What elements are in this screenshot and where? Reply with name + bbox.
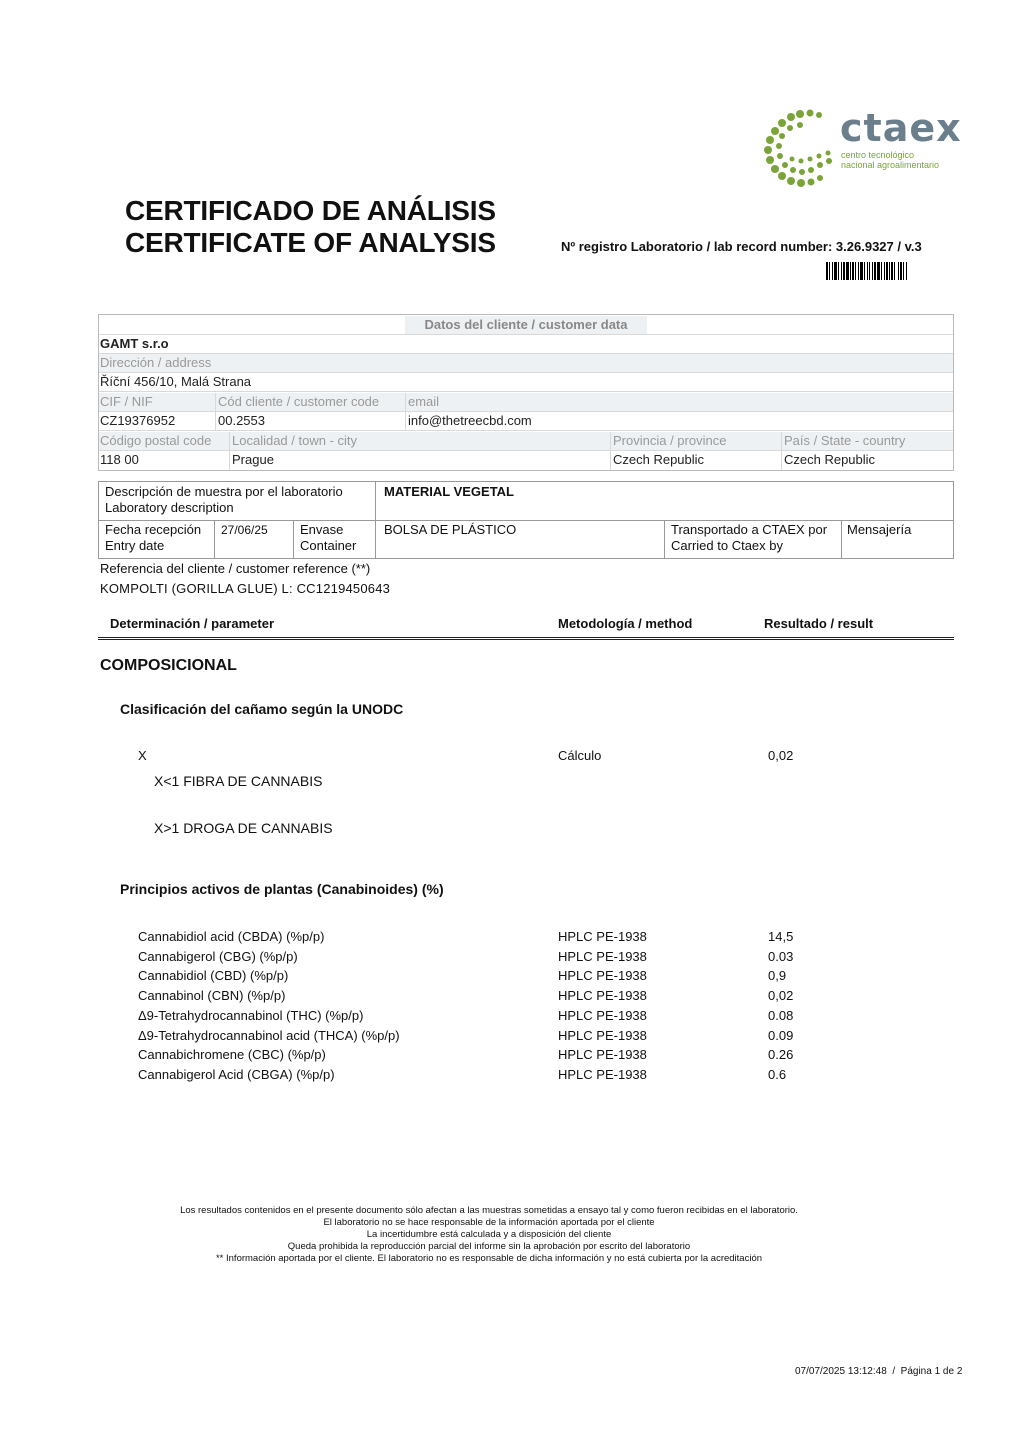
cannabinoid-name: Cannabigerol Acid (CBGA) (%p/p) xyxy=(138,1066,335,1082)
column-parameter: Determinación / parameter xyxy=(110,616,275,631)
column-method: Metodología / method xyxy=(558,616,693,631)
unodc-x-result: 0,02 xyxy=(768,748,794,763)
cannabinoid-method: HPLC PE-1938 xyxy=(558,968,647,984)
unodc-note-drug: X>1 DROGA DE CANNABIS xyxy=(154,820,333,836)
record-value: 3.26.9327 / v.3 xyxy=(835,239,922,254)
unodc-heading: Clasificación del cañamo según la UNODC xyxy=(120,701,404,717)
customer-header: Datos del cliente / customer data xyxy=(405,316,647,334)
cannabinoid-name: Δ9-Tetrahydrocannabinol (THC) (%p/p) xyxy=(138,1007,364,1023)
title-english: CERTIFICATE OF ANALYSIS xyxy=(125,227,496,258)
ids-row xyxy=(99,412,953,431)
disclaimer-line: El laboratorio no se hace responsable de la información aportada por el cliente xyxy=(323,1217,655,1228)
description-label xyxy=(105,484,343,516)
cannabinoid-result: 0.09 xyxy=(768,1027,794,1043)
title-spanish: CERTIFICADO DE ANÁLISIS xyxy=(125,195,496,226)
cannabinoid-name: Cannabinol (CBN) (%p/p) xyxy=(138,988,286,1004)
container-label-en: Container xyxy=(300,538,357,553)
cannabinoid-name: Cannabidiol acid (CBDA) (%p/p) xyxy=(138,929,325,944)
container-value: BOLSA DE PLÁSTICO xyxy=(384,522,517,537)
cannabinoid-method: HPLC PE-1938 xyxy=(558,1066,647,1082)
cannabinoid-method: HPLC PE-1938 xyxy=(558,1047,647,1063)
cif-label: CIF / NIF xyxy=(100,394,153,409)
cannabinoids-heading: Principios activos de plantas (Canabinoides) (%) xyxy=(120,881,444,897)
logo-subtitle-line1: centro tecnológico xyxy=(841,150,915,160)
location-row xyxy=(99,451,953,470)
page-title xyxy=(125,195,496,259)
logo-subtitle xyxy=(841,150,939,170)
entry-date-label-en: Entry date xyxy=(105,538,165,553)
customer-data-table xyxy=(98,314,954,471)
cannabinoid-method: HPLC PE-1938 xyxy=(558,1007,647,1023)
address-label: Dirección / address xyxy=(100,355,212,370)
description-value: MATERIAL VEGETAL xyxy=(384,484,514,499)
address-value: Říční 456/10, Malá Strana xyxy=(100,374,252,389)
cannabinoid-result: 0,02 xyxy=(768,988,794,1004)
customer-reference-label: Referencia del cliente / customer reference (**) xyxy=(100,561,371,576)
address-row xyxy=(99,373,953,392)
cannabinoid-method: HPLC PE-1938 xyxy=(558,948,647,964)
cannabinoid-method: HPLC PE-1938 xyxy=(558,1027,647,1043)
disclaimer xyxy=(0,1205,978,1265)
cannabinoid-method: HPLC PE-1938 xyxy=(558,988,647,1004)
results-table-header xyxy=(98,614,954,640)
record-label: Nº registro Laboratorio / lab record number: xyxy=(561,239,833,254)
ids-label-row xyxy=(99,393,953,412)
cif-value: CZ19376952 xyxy=(100,413,176,428)
customer-name-row xyxy=(99,335,953,354)
barcode xyxy=(826,262,956,280)
customer-header-row xyxy=(99,315,953,335)
ctaex-logo xyxy=(760,106,960,192)
province-label: Provincia / province xyxy=(613,433,727,448)
entry-date-value: 27/06/25 xyxy=(221,523,268,537)
lab-record-number xyxy=(561,239,922,254)
unodc-x-label: X xyxy=(138,748,147,763)
disclaimer-line: ** Información aportada por el cliente. El laboratorio no es responsable de dicha información y no está cubierta por la acreditación xyxy=(215,1253,763,1264)
code-value: 00.2553 xyxy=(218,413,265,428)
ctaex-logo-icon xyxy=(760,106,838,192)
container-label-es: Envase xyxy=(300,522,344,537)
town-value: Prague xyxy=(232,452,274,467)
page-number: Página 1 de 2 xyxy=(900,1366,963,1377)
cannabinoid-name: Δ9-Tetrahydrocannabinol acid (THCA) (%p/p) xyxy=(138,1027,400,1043)
postal-label: Código postal code xyxy=(100,433,212,448)
entry-date-label xyxy=(105,522,201,554)
sample-table xyxy=(98,481,954,559)
customer-reference-value: KOMPOLTI (GORILLA GLUE) L: CC1219450643 xyxy=(100,581,391,596)
email-value: info@thetreecbd.com xyxy=(408,413,532,428)
carrier-value: Mensajería xyxy=(847,522,912,537)
customer-name: GAMT s.r.o xyxy=(100,336,169,351)
cannabinoid-result: 0.08 xyxy=(768,1007,794,1023)
cannabinoid-result: 14,5 xyxy=(768,929,794,944)
disclaimer-line: Queda prohibida la reproducción parcial del informe sin la aprobación por escrito del laboratorio xyxy=(287,1241,691,1252)
cannabinoid-name: Cannabichromene (CBC) (%p/p) xyxy=(138,1047,326,1063)
section-heading: COMPOSICIONAL xyxy=(100,657,237,674)
description-label-es: Descripción de muestra por el laboratorio xyxy=(105,484,343,499)
print-stamp: 07/07/2025 13:12:48 / Página 1 de 2 xyxy=(795,1366,963,1377)
disclaimer-line: Los resultados contenidos en el presente documento sólo afectan a las muestras sometidas a ensayo tal y como fueron recibidas en el laboratorio. xyxy=(180,1205,798,1216)
logo-wordmark: ctaex xyxy=(840,106,962,150)
address-label-row xyxy=(99,354,953,373)
unodc-x-method: Cálculo xyxy=(558,748,602,763)
container-label xyxy=(300,522,356,554)
cannabinoid-name: Cannabigerol (CBG) (%p/p) xyxy=(138,948,298,964)
cannabinoid-result: 0.26 xyxy=(768,1047,794,1063)
disclaimer-line: La incertidumbre está calculada y a disposición del cliente xyxy=(366,1229,612,1240)
cannabinoid-result: 0.6 xyxy=(768,1066,787,1082)
province-value: Czech Republic xyxy=(613,452,705,467)
town-label: Localidad / town - city xyxy=(232,433,358,448)
cannabinoid-result: 0,9 xyxy=(768,968,787,984)
carrier-label-es: Transportado a CTAEX por xyxy=(671,522,828,537)
print-datetime: 07/07/2025 13:12:48 xyxy=(795,1366,887,1377)
postal-value: 118 00 xyxy=(100,452,139,467)
description-label-en: Laboratory description xyxy=(105,500,234,515)
unodc-note-fiber: X<1 FIBRA DE CANNABIS xyxy=(154,773,323,789)
carrier-label-en: Carried to Ctaex by xyxy=(671,538,783,553)
logo-subtitle-line2: nacional agroalimentario xyxy=(841,160,940,170)
code-label: Cód cliente / customer code xyxy=(218,394,380,409)
column-result: Resultado / result xyxy=(764,616,874,631)
cannabinoid-name: Cannabidiol (CBD) (%p/p) xyxy=(138,968,289,984)
entry-date-label-es: Fecha recepción xyxy=(105,522,202,537)
country-value: Czech Republic xyxy=(784,452,876,467)
cannabinoid-result: 0.03 xyxy=(768,948,794,964)
carrier-label xyxy=(671,522,827,554)
location-label-row xyxy=(99,432,953,451)
email-label: email xyxy=(408,394,440,409)
cannabinoid-method: HPLC PE-1938 xyxy=(558,929,647,944)
country-label: País / State - country xyxy=(784,433,906,448)
